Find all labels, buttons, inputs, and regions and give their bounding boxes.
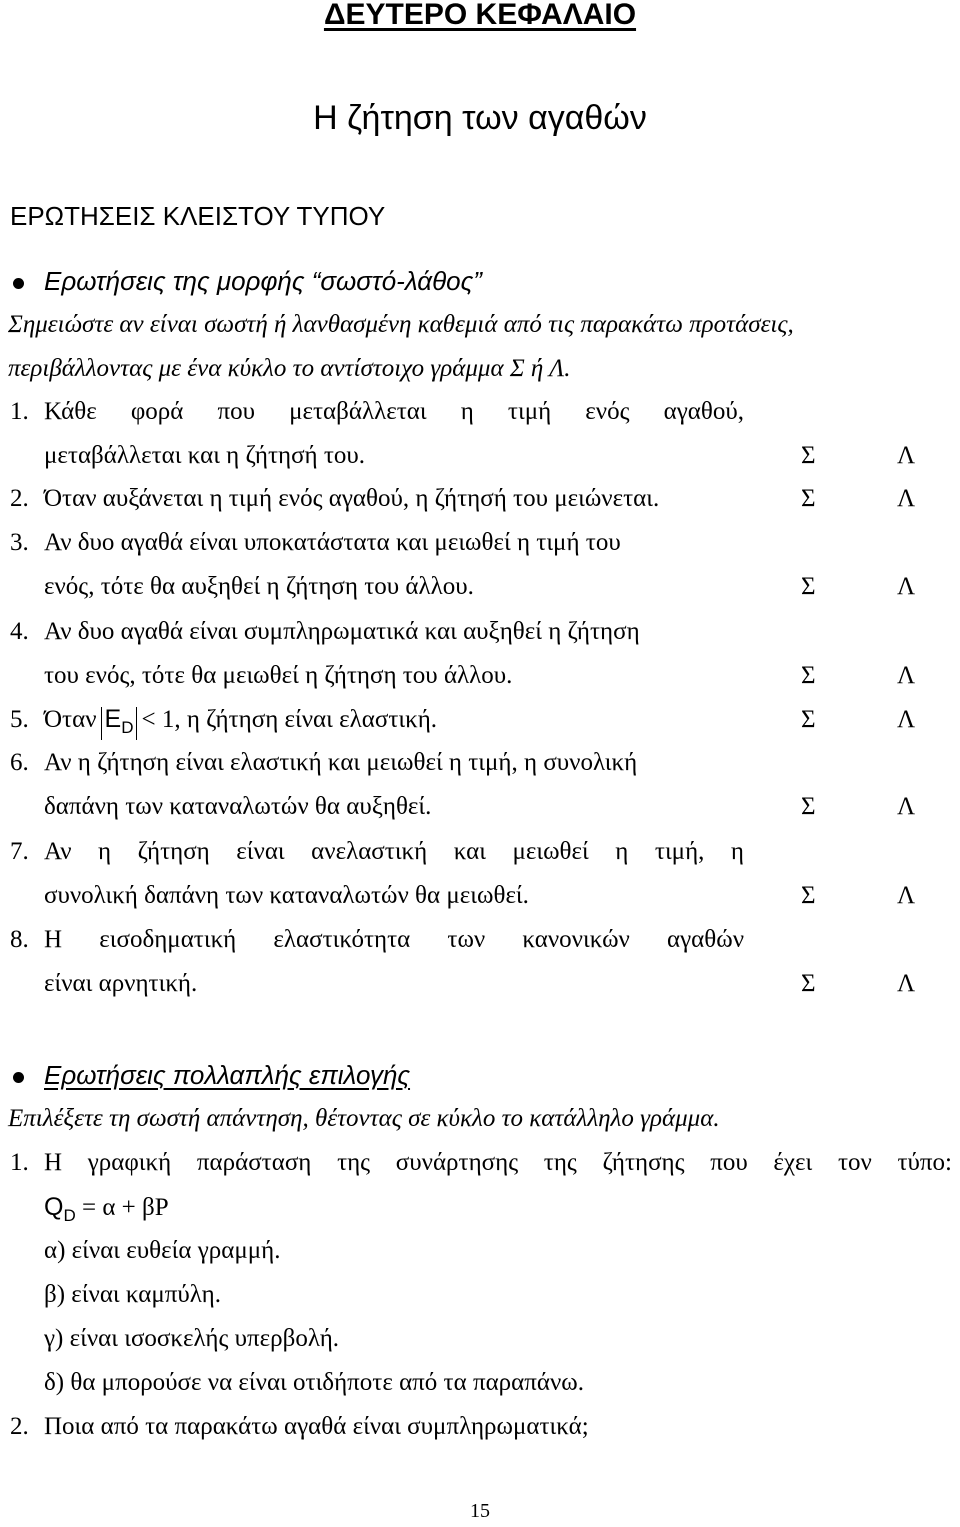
tf-item-post: < 1, η ζήτηση είναι ελαστική. [141, 706, 438, 733]
false-option[interactable]: Λ [897, 485, 916, 512]
tf-item-text: Αν η ζήτηση είναι ανελαστική και μειωθεί η τιμή, η [44, 838, 744, 865]
false-option[interactable]: Λ [897, 662, 916, 689]
tf-item-text: του ενός, τότε θα μειωθεί η ζήτηση του άλλου. [44, 662, 513, 689]
tf-item-text: ενός, τότε θα αυξηθεί η ζήτηση του άλλου. [44, 573, 474, 600]
formula-q: Q [44, 1193, 64, 1221]
tf-item-number: 1. [10, 398, 29, 425]
mc-option[interactable]: α) είναι ευθεία γραμμή. [44, 1237, 281, 1264]
tf-item-number: 6. [10, 749, 29, 776]
page-number: 15 [470, 1500, 490, 1522]
mc-question-number: 1. [10, 1149, 29, 1176]
tf-item-text: Αν δυο αγαθά είναι υποκατάστατα και μειωθεί η τιμή του [44, 529, 621, 556]
true-false-heading: Ερωτήσεις της μορφής “σωστό-λάθος” [44, 266, 482, 296]
false-option[interactable]: Λ [897, 442, 916, 469]
tf-item-number: 4. [10, 618, 29, 645]
elasticity-abs-value [101, 707, 138, 740]
mc-question-number: 2. [10, 1413, 29, 1440]
multiple-choice-instruction: Επιλέξετε τη σωστή απάντηση, θέτοντας σε κύκλο το κατάλληλο γράμμα. [8, 1105, 720, 1132]
false-option[interactable]: Λ [897, 706, 916, 733]
tf-item-pre: Όταν [44, 706, 97, 733]
elasticity-symbol: E [104, 705, 122, 733]
true-option[interactable]: Σ [801, 882, 816, 909]
mc-option[interactable]: γ) είναι ισοσκελής υπερβολή. [44, 1325, 340, 1352]
true-option[interactable]: Σ [801, 485, 816, 512]
elasticity-subscript: D [121, 718, 134, 737]
mc-option[interactable]: δ) θα μπορούσε να είναι οτιδήποτε από τα παραπάνω. [44, 1369, 584, 1396]
tf-item-text: Αν η ζήτηση είναι ελαστική και μειωθεί η τιμή, η συνολική [44, 749, 638, 776]
tf-item-text: μεταβάλλεται και η ζήτησή του. [44, 442, 366, 469]
section-title: Η ζήτηση των αγαθών [313, 99, 647, 137]
mc-option[interactable]: β) είναι καμπύλη. [44, 1281, 222, 1308]
mc-formula [44, 1193, 169, 1226]
closed-type-heading: ΕΡΩΤΗΣΕΙΣ ΚΛΕΙΣΤΟΥ ΤΥΠΟΥ [10, 201, 386, 231]
tf-item-number: 8. [10, 926, 29, 953]
tf-item-number: 5. [10, 706, 29, 733]
false-option[interactable]: Λ [897, 793, 916, 820]
chapter-title: ΔΕΥΤΕΡΟ ΚΕΦΑΛΑΙΟ [323, 0, 637, 31]
tf-item-text: Η εισοδηματική ελαστικότητα των κανονικών αγαθών [44, 926, 744, 953]
tf-item-text [44, 706, 437, 740]
bullet-icon [13, 278, 24, 289]
false-option[interactable]: Λ [897, 882, 916, 909]
mc-question-text: Ποια από τα παρακάτω αγαθά είναι συμπληρωματικά; [44, 1413, 589, 1440]
tf-item-number: 7. [10, 838, 29, 865]
true-option[interactable]: Σ [801, 662, 816, 689]
formula-rest: = α + βP [81, 1194, 169, 1221]
true-option[interactable]: Σ [801, 793, 816, 820]
tf-item-text: Όταν αυξάνεται η τιμή ενός αγαθού, η ζήτησή του μειώνεται. [44, 485, 660, 512]
tf-item-text: δαπάνη των καταναλωτών θα αυξηθεί. [44, 793, 432, 820]
tf-item-text: Αν δυο αγαθά είναι συμπληρωματικά και αυξηθεί η ζήτηση [44, 618, 640, 645]
true-option[interactable]: Σ [801, 573, 816, 600]
true-option[interactable]: Σ [801, 970, 816, 997]
tf-item-number: 2. [10, 485, 29, 512]
tf-item-number: 3. [10, 529, 29, 556]
false-option[interactable]: Λ [897, 970, 916, 997]
tf-item-text: Κάθε φορά που μεταβάλλεται η τιμή ενός αγαθού, [44, 398, 744, 425]
tf-item-text: συνολική δαπάνη των καταναλωτών θα μειωθεί. [44, 882, 529, 909]
mc-question-text: Η γραφική παράσταση της συνάρτησης της ζήτησης που έχει τον τύπο: [44, 1149, 952, 1176]
true-option[interactable]: Σ [801, 706, 816, 733]
false-option[interactable]: Λ [897, 573, 916, 600]
bullet-icon [13, 1072, 24, 1083]
multiple-choice-heading: Ερωτήσεις πολλαπλής επιλογής [44, 1060, 411, 1090]
true-false-instruction-line1: Σημειώστε αν είναι σωστή ή λανθασμένη καθεμιά από τις παρακάτω προτάσεις, [8, 311, 794, 338]
formula-subscript: D [63, 1206, 76, 1225]
tf-item-text: είναι αρνητική. [44, 970, 198, 997]
true-false-instruction-line2: περιβάλλοντας με ένα κύκλο το αντίστοιχο γράμμα Σ ή Λ. [8, 355, 571, 382]
true-option[interactable]: Σ [801, 442, 816, 469]
